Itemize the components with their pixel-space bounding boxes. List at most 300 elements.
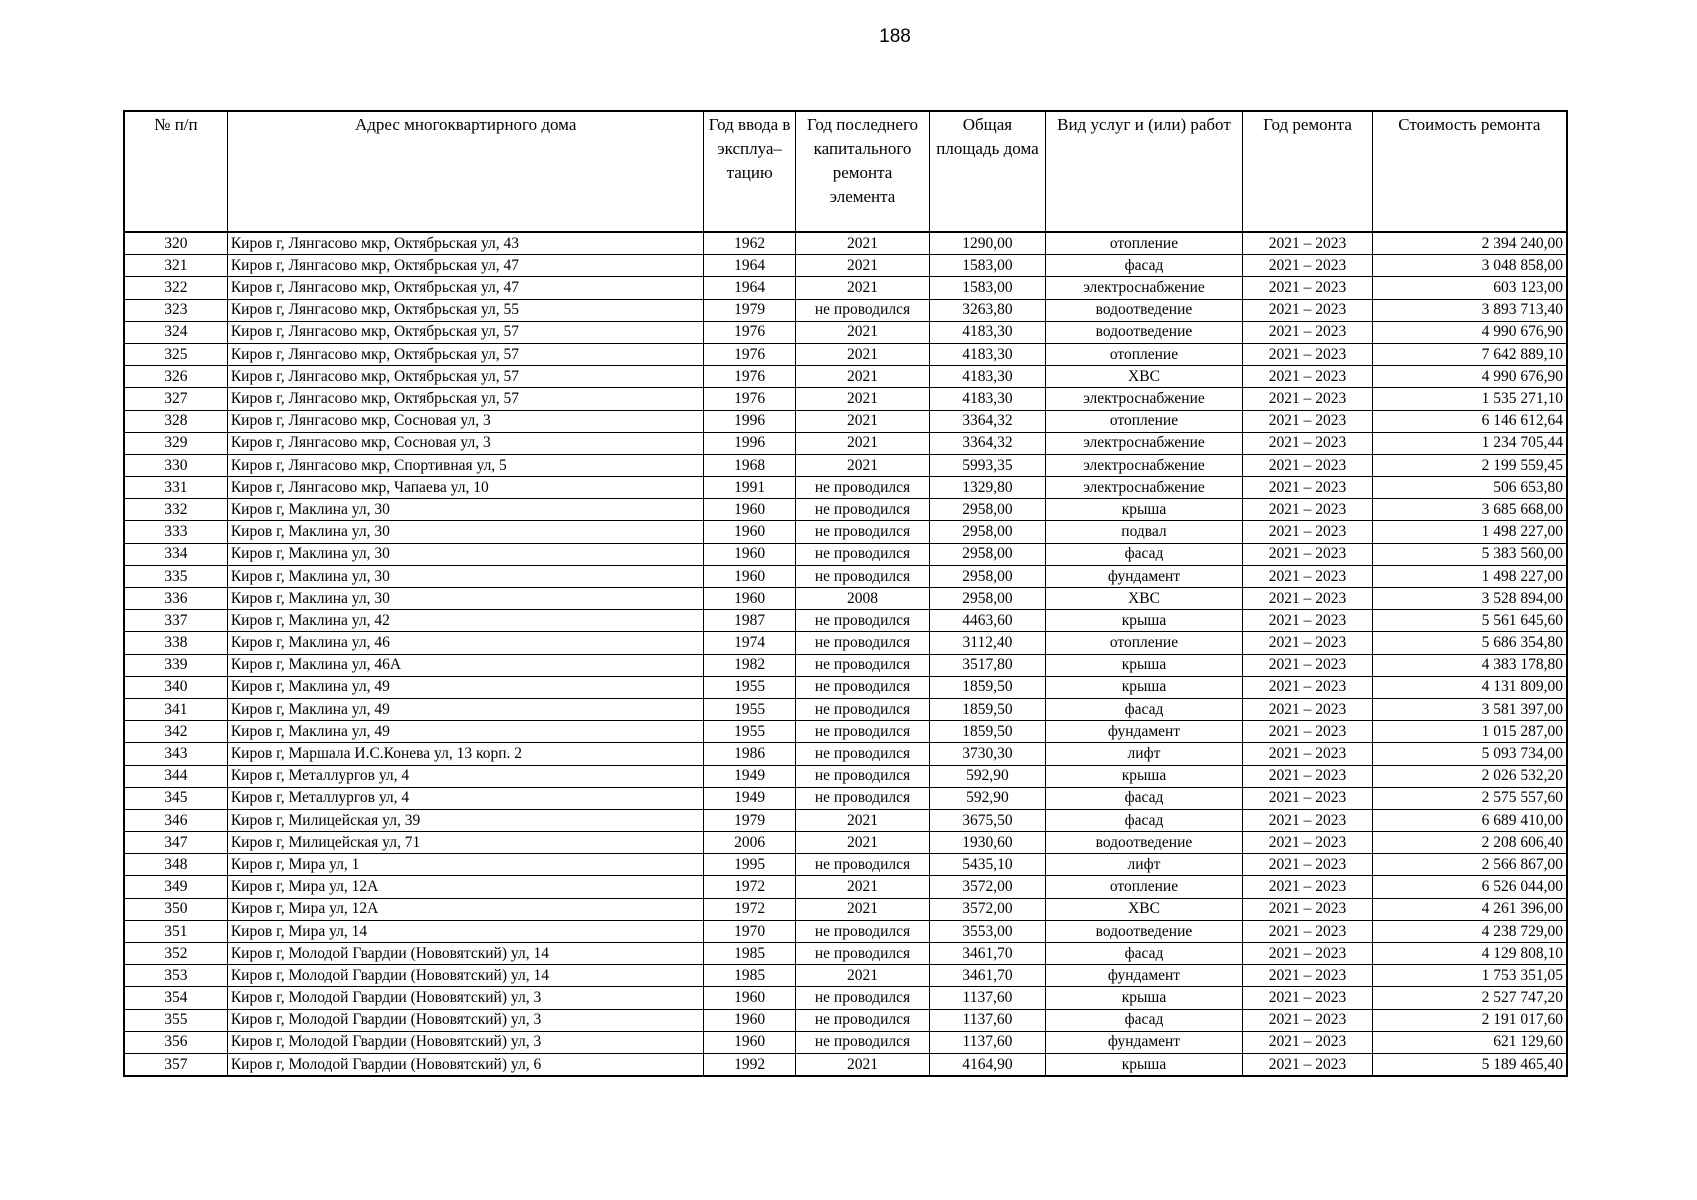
cell-num: 349: [124, 876, 227, 898]
cell-repair-year: 2021 – 2023: [1243, 987, 1372, 1009]
cell-last-repair: не проводился: [795, 1009, 929, 1031]
cell-repair-year: 2021 – 2023: [1243, 499, 1372, 521]
table-row: [124, 920, 1567, 942]
cell-last-repair: не проводился: [795, 543, 929, 565]
cell-num: 347: [124, 832, 227, 854]
cell-service: крыша: [1045, 654, 1243, 676]
cell-repair-year: 2021 – 2023: [1243, 632, 1372, 654]
cell-service: электроснабжение: [1045, 454, 1243, 476]
cell-address: Киров г, Металлургов ул, 4: [227, 765, 704, 787]
cell-num: 333: [124, 521, 227, 543]
cell-repair-year: 2021 – 2023: [1243, 765, 1372, 787]
cell-service: водоотведение: [1045, 832, 1243, 854]
cell-area: 3263,80: [930, 299, 1045, 321]
cell-service: подвал: [1045, 521, 1243, 543]
cell-area: 1137,60: [930, 1009, 1045, 1031]
cell-num: 345: [124, 787, 227, 809]
cell-year-built: 1996: [704, 432, 795, 454]
cell-repair-year: 2021 – 2023: [1243, 299, 1372, 321]
cell-area: 1137,60: [930, 987, 1045, 1009]
cell-area: 3364,32: [930, 432, 1045, 454]
cell-num: 331: [124, 477, 227, 499]
cell-year-built: 1960: [704, 543, 795, 565]
cell-service: отопление: [1045, 632, 1243, 654]
table-row: [124, 676, 1567, 698]
cell-num: 335: [124, 565, 227, 587]
cell-repair-year: 2021 – 2023: [1243, 832, 1372, 854]
cell-repair-year: 2021 – 2023: [1243, 388, 1372, 410]
cell-address: Киров г, Маклина ул, 49: [227, 721, 704, 743]
cell-year-built: 1962: [704, 232, 795, 255]
cell-last-repair: не проводился: [795, 676, 929, 698]
cell-address: Киров г, Молодой Гвардии (Нововятский) ул, 14: [227, 943, 704, 965]
cell-service: лифт: [1045, 854, 1243, 876]
cell-cost: 7 642 889,10: [1372, 343, 1567, 365]
cell-cost: 3 528 894,00: [1372, 588, 1567, 610]
cell-repair-year: 2021 – 2023: [1243, 1009, 1372, 1031]
cell-num: 348: [124, 854, 227, 876]
cell-address: Киров г, Лянгасово мкр, Октябрьская ул, 57: [227, 343, 704, 365]
cell-address: Киров г, Милицейская ул, 39: [227, 809, 704, 831]
cell-num: 336: [124, 588, 227, 610]
cell-address: Киров г, Лянгасово мкр, Октябрьская ул, 57: [227, 366, 704, 388]
cell-address: Киров г, Мира ул, 12А: [227, 876, 704, 898]
cell-address: Киров г, Лянгасово мкр, Сосновая ул, 3: [227, 432, 704, 454]
cell-area: 3461,70: [930, 965, 1045, 987]
cell-year-built: 1955: [704, 676, 795, 698]
cell-area: 4183,30: [930, 366, 1045, 388]
cell-service: отопление: [1045, 232, 1243, 255]
cell-area: 1859,50: [930, 698, 1045, 720]
cell-repair-year: 2021 – 2023: [1243, 277, 1372, 299]
cell-cost: 2 575 557,60: [1372, 787, 1567, 809]
table-row: [124, 1053, 1567, 1076]
cell-year-built: 1979: [704, 299, 795, 321]
cell-address: Киров г, Лянгасово мкр, Октябрьская ул, 43: [227, 232, 704, 255]
table-row: [124, 943, 1567, 965]
cell-cost: 2 527 747,20: [1372, 987, 1567, 1009]
cell-year-built: 1976: [704, 366, 795, 388]
cell-last-repair: 2021: [795, 321, 929, 343]
cell-year-built: 1960: [704, 1009, 795, 1031]
table-row: [124, 721, 1567, 743]
cell-area: 2958,00: [930, 521, 1045, 543]
table-row: [124, 432, 1567, 454]
table-row: [124, 321, 1567, 343]
cell-repair-year: 2021 – 2023: [1243, 1053, 1372, 1076]
cell-year-built: 1960: [704, 588, 795, 610]
cell-year-built: 1979: [704, 809, 795, 831]
cell-year-built: 1976: [704, 343, 795, 365]
cell-cost: 4 383 178,80: [1372, 654, 1567, 676]
cell-last-repair: не проводился: [795, 565, 929, 587]
table-row: [124, 388, 1567, 410]
cell-service: водоотведение: [1045, 299, 1243, 321]
table-row: [124, 521, 1567, 543]
cell-cost: 1 015 287,00: [1372, 721, 1567, 743]
cell-year-built: 1960: [704, 499, 795, 521]
table-row: [124, 832, 1567, 854]
cell-num: 353: [124, 965, 227, 987]
cell-year-built: 1955: [704, 721, 795, 743]
cell-year-built: 1960: [704, 987, 795, 1009]
cell-repair-year: 2021 – 2023: [1243, 854, 1372, 876]
cell-last-repair: не проводился: [795, 477, 929, 499]
cell-year-built: 1991: [704, 477, 795, 499]
cell-repair-year: 2021 – 2023: [1243, 477, 1372, 499]
cell-cost: 1 498 227,00: [1372, 521, 1567, 543]
cell-cost: 6 146 612,64: [1372, 410, 1567, 432]
table-row: [124, 743, 1567, 765]
header-address: Адрес многоквартирного дома: [227, 111, 704, 232]
cell-repair-year: 2021 – 2023: [1243, 1031, 1372, 1053]
cell-year-built: 1949: [704, 765, 795, 787]
cell-address: Киров г, Маклина ул, 30: [227, 499, 704, 521]
cell-num: 325: [124, 343, 227, 365]
cell-cost: 6 689 410,00: [1372, 809, 1567, 831]
cell-num: 330: [124, 454, 227, 476]
cell-service: крыша: [1045, 499, 1243, 521]
cell-service: крыша: [1045, 987, 1243, 1009]
cell-area: 2958,00: [930, 499, 1045, 521]
cell-num: 339: [124, 654, 227, 676]
cell-year-built: 1955: [704, 698, 795, 720]
table-row: [124, 698, 1567, 720]
cell-address: Киров г, Лянгасово мкр, Октябрьская ул, 57: [227, 388, 704, 410]
cell-area: 1137,60: [930, 1031, 1045, 1053]
cell-repair-year: 2021 – 2023: [1243, 898, 1372, 920]
cell-cost: 5 686 354,80: [1372, 632, 1567, 654]
cell-last-repair: не проводился: [795, 920, 929, 942]
table-row: [124, 876, 1567, 898]
table-row: [124, 632, 1567, 654]
cell-num: 320: [124, 232, 227, 255]
cell-area: 2958,00: [930, 588, 1045, 610]
page-number: 188: [879, 26, 911, 47]
cell-last-repair: 2021: [795, 1053, 929, 1076]
cell-last-repair: 2021: [795, 366, 929, 388]
header-year-built: Год ввода в эксплуа–тацию: [704, 111, 795, 232]
cell-num: 337: [124, 610, 227, 632]
cell-num: 326: [124, 366, 227, 388]
cell-area: 592,90: [930, 787, 1045, 809]
cell-service: электроснабжение: [1045, 432, 1243, 454]
cell-cost: 6 526 044,00: [1372, 876, 1567, 898]
cell-year-built: 1972: [704, 876, 795, 898]
cell-address: Киров г, Молодой Гвардии (Нововятский) ул, 3: [227, 1031, 704, 1053]
table-row: [124, 454, 1567, 476]
cell-area: 4183,30: [930, 343, 1045, 365]
cell-service: фундамент: [1045, 965, 1243, 987]
table-row: [124, 255, 1567, 277]
cell-num: 328: [124, 410, 227, 432]
cell-last-repair: не проводился: [795, 943, 929, 965]
table-row: [124, 366, 1567, 388]
cell-address: Киров г, Лянгасово мкр, Спортивная ул, 5: [227, 454, 704, 476]
cell-repair-year: 2021 – 2023: [1243, 610, 1372, 632]
cell-num: 344: [124, 765, 227, 787]
cell-address: Киров г, Лянгасово мкр, Сосновая ул, 3: [227, 410, 704, 432]
header-last-repair: Год последнего капитального ремонта элемента: [795, 111, 929, 232]
cell-repair-year: 2021 – 2023: [1243, 454, 1372, 476]
cell-year-built: 1949: [704, 787, 795, 809]
cell-area: 2958,00: [930, 543, 1045, 565]
cell-service: крыша: [1045, 765, 1243, 787]
cell-num: 327: [124, 388, 227, 410]
cell-last-repair: 2021: [795, 832, 929, 854]
cell-year-built: 1986: [704, 743, 795, 765]
cell-cost: 4 261 396,00: [1372, 898, 1567, 920]
cell-num: 338: [124, 632, 227, 654]
cell-year-built: 1985: [704, 965, 795, 987]
cell-cost: 5 561 645,60: [1372, 610, 1567, 632]
table-row: [124, 299, 1567, 321]
cell-area: 1930,60: [930, 832, 1045, 854]
cell-service: фасад: [1045, 698, 1243, 720]
header-repair-year: Год ремонта: [1243, 111, 1372, 232]
cell-address: Киров г, Молодой Гвардии (Нововятский) ул, 3: [227, 1009, 704, 1031]
cell-address: Киров г, Мира ул, 14: [227, 920, 704, 942]
cell-year-built: 1968: [704, 454, 795, 476]
cell-num: 343: [124, 743, 227, 765]
cell-area: 592,90: [930, 765, 1045, 787]
cell-address: Киров г, Маклина ул, 49: [227, 676, 704, 698]
cell-last-repair: 2021: [795, 432, 929, 454]
cell-last-repair: 2021: [795, 232, 929, 255]
cell-area: 3675,50: [930, 809, 1045, 831]
table-row: [124, 965, 1567, 987]
cell-area: 3112,40: [930, 632, 1045, 654]
cell-num: 342: [124, 721, 227, 743]
cell-last-repair: не проводился: [795, 499, 929, 521]
cell-last-repair: не проводился: [795, 987, 929, 1009]
table-row: [124, 232, 1567, 255]
cell-cost: 5 383 560,00: [1372, 543, 1567, 565]
cell-last-repair: 2021: [795, 388, 929, 410]
cell-address: Киров г, Молодой Гвардии (Нововятский) ул, 6: [227, 1053, 704, 1076]
cell-year-built: 1960: [704, 521, 795, 543]
cell-year-built: 1970: [704, 920, 795, 942]
cell-area: 1859,50: [930, 676, 1045, 698]
cell-area: 1290,00: [930, 232, 1045, 255]
cell-address: Киров г, Молодой Гвардии (Нововятский) ул, 3: [227, 987, 704, 1009]
cell-year-built: 1972: [704, 898, 795, 920]
cell-cost: 1 498 227,00: [1372, 565, 1567, 587]
table-row: [124, 987, 1567, 1009]
cell-year-built: 1996: [704, 410, 795, 432]
table-header-row: [124, 111, 1567, 232]
cell-repair-year: 2021 – 2023: [1243, 565, 1372, 587]
cell-service: фасад: [1045, 943, 1243, 965]
cell-year-built: 1964: [704, 277, 795, 299]
cell-repair-year: 2021 – 2023: [1243, 321, 1372, 343]
cell-repair-year: 2021 – 2023: [1243, 876, 1372, 898]
cell-num: 357: [124, 1053, 227, 1076]
cell-service: ХВС: [1045, 898, 1243, 920]
table-row: [124, 1031, 1567, 1053]
cell-cost: 3 893 713,40: [1372, 299, 1567, 321]
table-row: [124, 588, 1567, 610]
cell-address: Киров г, Лянгасово мкр, Октябрьская ул, 47: [227, 277, 704, 299]
cell-address: Киров г, Мира ул, 12А: [227, 898, 704, 920]
table-row: [124, 565, 1567, 587]
cell-area: 3572,00: [930, 876, 1045, 898]
cell-repair-year: 2021 – 2023: [1243, 432, 1372, 454]
cell-repair-year: 2021 – 2023: [1243, 410, 1372, 432]
cell-repair-year: 2021 – 2023: [1243, 943, 1372, 965]
cell-cost: 506 653,80: [1372, 477, 1567, 499]
cell-address: Киров г, Лянгасово мкр, Октябрьская ул, 57: [227, 321, 704, 343]
cell-address: Киров г, Маклина ул, 30: [227, 565, 704, 587]
cell-cost: 3 685 668,00: [1372, 499, 1567, 521]
header-num: № п/п: [124, 111, 227, 232]
cell-repair-year: 2021 – 2023: [1243, 787, 1372, 809]
cell-repair-year: 2021 – 2023: [1243, 366, 1372, 388]
cell-repair-year: 2021 – 2023: [1243, 965, 1372, 987]
cell-cost: 2 191 017,60: [1372, 1009, 1567, 1031]
table-row: [124, 854, 1567, 876]
cell-last-repair: не проводился: [795, 1031, 929, 1053]
cell-num: 341: [124, 698, 227, 720]
cell-year-built: 1960: [704, 565, 795, 587]
cell-service: ХВС: [1045, 588, 1243, 610]
table-row: [124, 499, 1567, 521]
header-cost: Стоимость ремонта: [1372, 111, 1567, 232]
cell-last-repair: не проводился: [795, 787, 929, 809]
cell-last-repair: не проводился: [795, 721, 929, 743]
repair-register-table: [123, 110, 1568, 1077]
cell-address: Киров г, Мира ул, 1: [227, 854, 704, 876]
cell-last-repair: не проводился: [795, 854, 929, 876]
cell-cost: 3 048 858,00: [1372, 255, 1567, 277]
header-area: Общая площадь дома: [930, 111, 1045, 232]
cell-last-repair: 2008: [795, 588, 929, 610]
cell-repair-year: 2021 – 2023: [1243, 521, 1372, 543]
table-row: [124, 765, 1567, 787]
cell-area: 3572,00: [930, 898, 1045, 920]
cell-service: водоотведение: [1045, 920, 1243, 942]
cell-repair-year: 2021 – 2023: [1243, 920, 1372, 942]
table-row: [124, 343, 1567, 365]
cell-address: Киров г, Маклина ул, 30: [227, 543, 704, 565]
cell-year-built: 1976: [704, 321, 795, 343]
cell-address: Киров г, Маклина ул, 30: [227, 588, 704, 610]
cell-num: 346: [124, 809, 227, 831]
cell-cost: 1 753 351,05: [1372, 965, 1567, 987]
cell-num: 321: [124, 255, 227, 277]
cell-year-built: 1976: [704, 388, 795, 410]
cell-cost: 621 129,60: [1372, 1031, 1567, 1053]
cell-service: электроснабжение: [1045, 277, 1243, 299]
cell-num: 322: [124, 277, 227, 299]
cell-area: 4463,60: [930, 610, 1045, 632]
cell-area: 4164,90: [930, 1053, 1045, 1076]
cell-repair-year: 2021 – 2023: [1243, 588, 1372, 610]
cell-service: крыша: [1045, 1053, 1243, 1076]
cell-address: Киров г, Маршала И.С.Конева ул, 13 корп. 2: [227, 743, 704, 765]
cell-year-built: 1987: [704, 610, 795, 632]
cell-cost: 4 990 676,90: [1372, 321, 1567, 343]
table-row: [124, 277, 1567, 299]
cell-num: 354: [124, 987, 227, 1009]
cell-address: Киров г, Маклина ул, 49: [227, 698, 704, 720]
cell-cost: 603 123,00: [1372, 277, 1567, 299]
cell-num: 356: [124, 1031, 227, 1053]
cell-last-repair: 2021: [795, 454, 929, 476]
cell-address: Киров г, Лянгасово мкр, Октябрьская ул, 47: [227, 255, 704, 277]
cell-repair-year: 2021 – 2023: [1243, 721, 1372, 743]
cell-address: Киров г, Маклина ул, 30: [227, 521, 704, 543]
cell-cost: 5 189 465,40: [1372, 1053, 1567, 1076]
cell-num: 350: [124, 898, 227, 920]
cell-num: 355: [124, 1009, 227, 1031]
cell-last-repair: 2021: [795, 255, 929, 277]
cell-year-built: 1985: [704, 943, 795, 965]
cell-last-repair: не проводился: [795, 654, 929, 676]
cell-service: ХВС: [1045, 366, 1243, 388]
cell-cost: 4 990 676,90: [1372, 366, 1567, 388]
cell-service: фасад: [1045, 1009, 1243, 1031]
cell-address: Киров г, Молодой Гвардии (Нововятский) ул, 14: [227, 965, 704, 987]
cell-service: фундамент: [1045, 1031, 1243, 1053]
cell-service: фундамент: [1045, 565, 1243, 587]
table-row: [124, 610, 1567, 632]
cell-repair-year: 2021 – 2023: [1243, 676, 1372, 698]
cell-service: крыша: [1045, 610, 1243, 632]
table-row: [124, 898, 1567, 920]
cell-cost: 2 566 867,00: [1372, 854, 1567, 876]
cell-num: 323: [124, 299, 227, 321]
cell-address: Киров г, Лянгасово мкр, Октябрьская ул, 55: [227, 299, 704, 321]
cell-num: 352: [124, 943, 227, 965]
cell-repair-year: 2021 – 2023: [1243, 343, 1372, 365]
cell-area: 5435,10: [930, 854, 1045, 876]
cell-num: 351: [124, 920, 227, 942]
cell-repair-year: 2021 – 2023: [1243, 255, 1372, 277]
cell-last-repair: не проводился: [795, 698, 929, 720]
cell-area: 3730,30: [930, 743, 1045, 765]
cell-area: 3517,80: [930, 654, 1045, 676]
cell-area: 3553,00: [930, 920, 1045, 942]
table-row: [124, 477, 1567, 499]
cell-num: 332: [124, 499, 227, 521]
cell-address: Киров г, Маклина ул, 42: [227, 610, 704, 632]
cell-service: электроснабжение: [1045, 388, 1243, 410]
cell-last-repair: 2021: [795, 343, 929, 365]
cell-year-built: 1974: [704, 632, 795, 654]
cell-area: 1329,80: [930, 477, 1045, 499]
cell-service: фасад: [1045, 543, 1243, 565]
header-service: Вид услуг и (или) работ: [1045, 111, 1243, 232]
table-row: [124, 543, 1567, 565]
cell-cost: 2 394 240,00: [1372, 232, 1567, 255]
cell-service: фундамент: [1045, 721, 1243, 743]
cell-last-repair: не проводился: [795, 765, 929, 787]
cell-service: отопление: [1045, 876, 1243, 898]
cell-address: Киров г, Маклина ул, 46: [227, 632, 704, 654]
cell-repair-year: 2021 – 2023: [1243, 698, 1372, 720]
cell-last-repair: не проводился: [795, 743, 929, 765]
cell-repair-year: 2021 – 2023: [1243, 809, 1372, 831]
cell-address: Киров г, Лянгасово мкр, Чапаева ул, 10: [227, 477, 704, 499]
cell-cost: 4 129 808,10: [1372, 943, 1567, 965]
table-row: [124, 654, 1567, 676]
cell-cost: 1 535 271,10: [1372, 388, 1567, 410]
cell-cost: 2 199 559,45: [1372, 454, 1567, 476]
cell-last-repair: не проводился: [795, 521, 929, 543]
cell-service: отопление: [1045, 410, 1243, 432]
cell-area: 5993,35: [930, 454, 1045, 476]
